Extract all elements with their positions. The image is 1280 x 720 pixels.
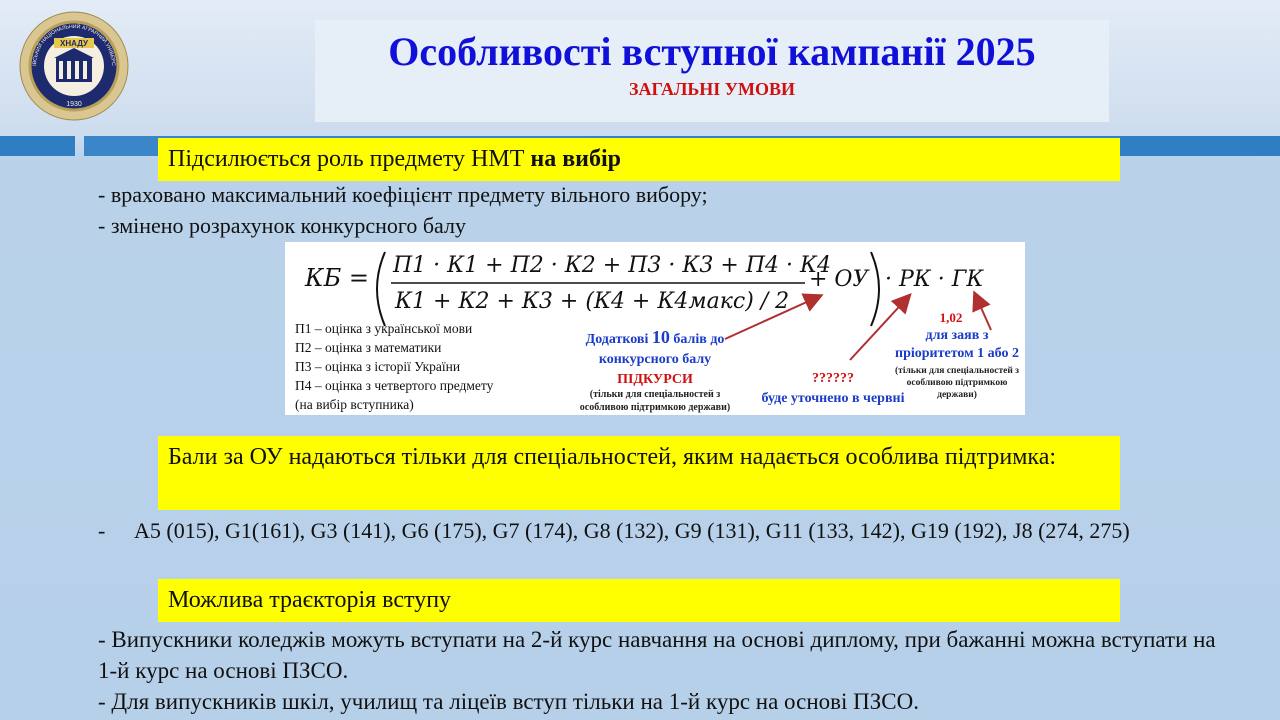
section1-line-2: - змінено розрахунок конкурсного балу <box>98 213 466 238</box>
section1-line-1: - враховано максимальний коефіцієнт предмету вільного вибору; <box>98 182 708 207</box>
rk-note <box>762 371 905 406</box>
section-heading-nmt <box>158 138 1120 181</box>
legend-p3: П3 – оцінка з історії України <box>295 359 461 374</box>
specialties-dash: - <box>98 518 106 543</box>
gk-note <box>895 310 1019 400</box>
svg-text:??????: ?????? <box>812 371 854 386</box>
formula-tail: · РК · ГК <box>885 267 984 292</box>
svg-text:(тільки для спеціальностей з: (тільки для спеціальностей з <box>589 389 721 400</box>
legend-p1: П1 – оцінка з української мови <box>295 321 473 336</box>
svg-text:ХАРКІВСЬКИЙ НАЦІОНАЛЬНИЙ АГРАР: ІВСЬКИЙ НАЦІОНАЛЬНИЙ АГРАРНИЙ УНІВЕРС <box>31 23 117 66</box>
svg-text:буде уточнено в червні: буде уточнено в червні <box>761 391 905 406</box>
ou-note <box>580 327 730 413</box>
specialties-list: А5 (015), G1(161), G3 (141), G6 (175), G7 (174), G8 (132), G9 (131), G11 (133, 142), G19 (192), J8 (274, 275) <box>134 518 1130 543</box>
svg-text:ПІДКУРСИ: ПІДКУРСИ <box>617 372 693 387</box>
formula-denominator: К1 + К2 + К3 + (К4 + К4макс) / 2 <box>395 289 790 314</box>
formula-lhs: КБ = <box>305 264 369 292</box>
formula-numerator: П1 · К1 + П2 · К2 + П3 · К3 + П4 · К4 <box>393 253 832 278</box>
svg-text:для заяв з: для заяв з <box>925 328 989 343</box>
trajectory-paragraph-2: - Для випускників шкіл, училищ та ліцеїв вступ тільки на 1-й курс на основі ПЗСО. <box>98 689 919 714</box>
left-paren <box>377 252 385 326</box>
svg-text:Додаткові 10 балів до: Додаткові 10 балів до <box>585 327 725 347</box>
svg-text:особливою підтримкою держави): особливою підтримкою держави) <box>579 402 731 413</box>
section-heading-ou: Бали за ОУ надаються тільки для спеціальностей, яким надається особлива підтримка: <box>158 436 1120 510</box>
title-box <box>315 20 1109 122</box>
formula-image <box>285 242 1025 415</box>
gk-arrow <box>975 294 991 330</box>
page-title: Особливості вступної кампанії 2025 <box>388 29 1036 74</box>
svg-text:пріоритетом 1 або 2: пріоритетом 1 або 2 <box>895 346 1019 361</box>
svg-text:ХНАДУ: ХНАДУ <box>60 39 88 48</box>
svg-text:1930: 1930 <box>66 101 82 108</box>
header-divider-left <box>0 136 75 156</box>
page-subtitle: ЗАГАЛЬНІ УМОВИ <box>628 79 796 99</box>
legend-p2: П2 – оцінка з математики <box>295 340 442 355</box>
section-heading-trajectory: Можлива траєкторія вступу <box>158 579 1120 622</box>
formula-plus-ou: + ОУ <box>809 267 869 292</box>
svg-text:особливою підтримкою: особливою підтримкою <box>906 378 1008 388</box>
svg-text:1,02: 1,02 <box>939 310 963 325</box>
svg-text:держави): держави) <box>937 390 977 400</box>
formula-legend <box>295 321 494 412</box>
trajectory-paragraph-1: - Випускники коледжів можуть вступати на 2-й курс навчання на основі диплому, при бажанні можна вступати на 1-й курс на основі ПЗСО. <box>98 627 1216 683</box>
svg-text:(тільки для спеціальностей з: (тільки для спеціальностей з <box>895 366 1019 376</box>
svg-text:конкурсного балу: конкурсного балу <box>598 352 712 367</box>
right-paren <box>871 252 879 326</box>
legend-p4-note: (на вибір вступника) <box>295 397 414 412</box>
university-logo <box>18 10 130 122</box>
heading-nmt-bold: на вибір <box>530 146 622 172</box>
heading-nmt-normal: Підсилюється роль предмету НМТ <box>168 146 531 172</box>
legend-p4: П4 – оцінка з четвертого предмету <box>295 378 494 393</box>
